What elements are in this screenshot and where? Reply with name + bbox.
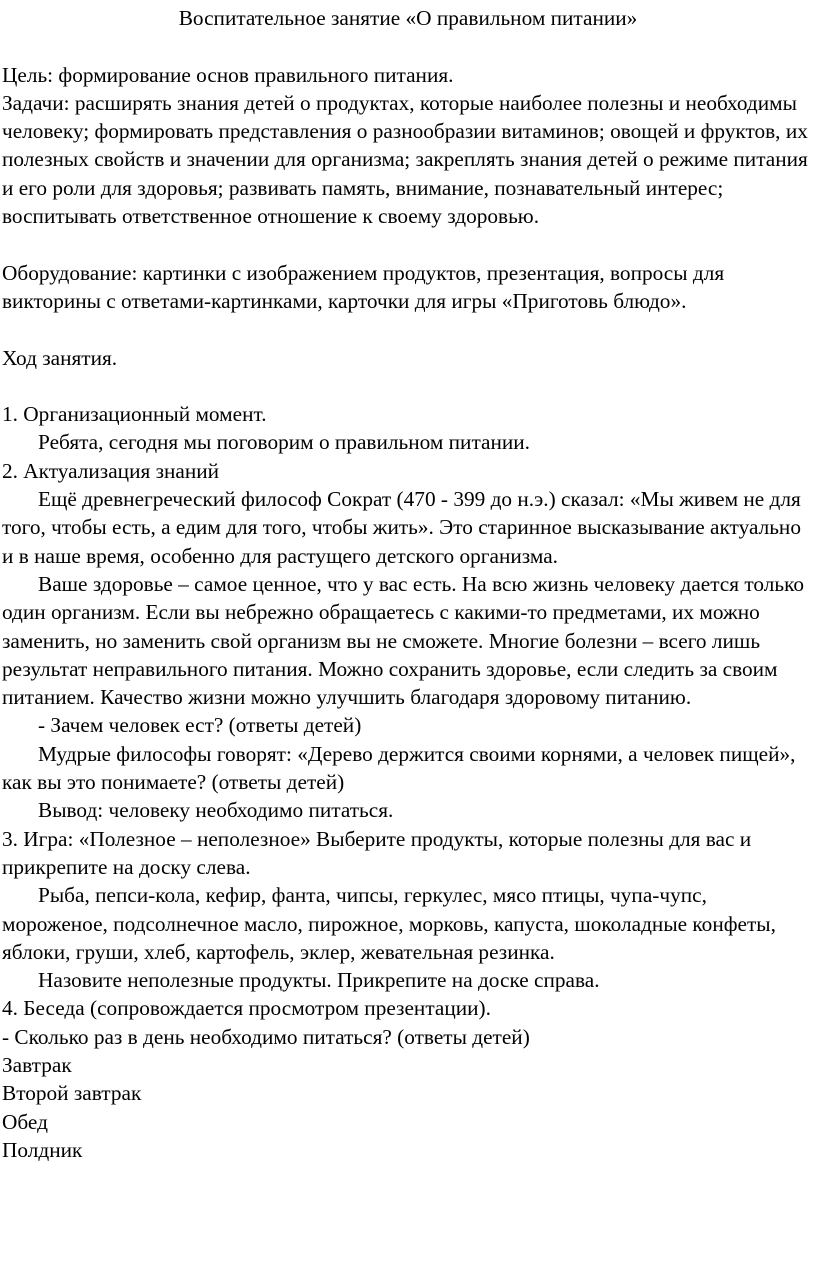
meal-item: Второй завтрак	[2, 1081, 142, 1106]
section-3-products: Рыба, пепси-кола, кефир, фанта, чипсы, геркулес, мясо птицы, чупа-чупс, мороженое, подсолнечное масло, пирожное, морковь, капуста, шоколадные конфеты, яблоки, груши, хлеб, картофель, эклер, жевательная резинка.	[2, 883, 776, 964]
section-3-instruction: Назовите неполезные продукты. Прикрепите на доске справа.	[38, 968, 600, 993]
section-2-paragraph-3: Мудрые философы говорят: «Дерево держится своими корнями, а человек пищей», как вы это понимаете? (ответы детей)	[2, 741, 796, 795]
spacer	[2, 230, 814, 258]
meal-item: Полдник	[2, 1137, 83, 1162]
section-3-heading: 3. Игра: «Полезное – неполезное» Выберите продукты, которые полезны для вас и прикрепите на доску слева.	[2, 826, 752, 879]
section-1-text: Ребята, сегодня мы поговорим о правильном питании.	[38, 430, 530, 455]
spacer	[2, 32, 814, 60]
tasks-paragraph: Задачи: расширять знания детей о продуктах, которые наиболее полезны и необходимы человеку; формировать представления о разнообразии витаминов; овощей и фруктов, их полезных свойств и значении для организма; закреплять знания детей о режиме питания и его роли для здоровья; развивать память, внимание, познавательный интерес; воспитывать ответственное отношение к своему здоровью.	[2, 90, 808, 229]
meal-item: Завтрак	[2, 1052, 72, 1077]
section-2-conclusion: Вывод: человеку необходимо питаться.	[38, 798, 394, 823]
section-2-heading: 2. Актуализация знаний	[2, 458, 220, 483]
equipment-paragraph: Оборудование: картинки с изображением продуктов, презентация, вопросы для викторины с ответами-картинками, карточки для игры «Приготовь блюдо».	[2, 260, 725, 313]
section-2-question: - Зачем человек ест? (ответы детей)	[38, 713, 362, 738]
progress-heading: Ход занятия.	[2, 345, 118, 370]
meal-item: Обед	[2, 1109, 48, 1134]
goal-paragraph: Цель: формирование основ правильного питания.	[2, 62, 454, 87]
section-2-paragraph-2: Ваше здоровье – самое ценное, что у вас есть. На всю жизнь человеку дается только один организм. Если вы небрежно обращаетесь с какими-то предметами, их можно заменить, но заменить свой организм вы не сможете. Многие болезни – всего лишь результат неправильного питания. Можно сохранить здоровье, если следить за своим питанием. Качество жизни можно улучшить благодаря здоровому питанию.	[2, 571, 805, 710]
document-title: Воспитательное занятие «О правильном питании»	[178, 6, 638, 30]
spacer	[2, 315, 814, 343]
section-4-question: - Сколько раз в день необходимо питаться? (ответы детей)	[2, 1024, 530, 1049]
section-4-heading: 4. Беседа (сопровождается просмотром презентации).	[2, 996, 491, 1021]
section-2-paragraph-1: Ещё древнегреческий философ Сократ (470 - 399 до н.э.) сказал: «Мы живем не для того, чтобы есть, а едим для того, чтобы жить». Это старинное высказывание актуально и в наше время, особенно для растущего детского организма.	[2, 487, 801, 568]
spacer	[2, 372, 814, 400]
section-1-heading: 1. Организационный момент.	[2, 402, 267, 427]
